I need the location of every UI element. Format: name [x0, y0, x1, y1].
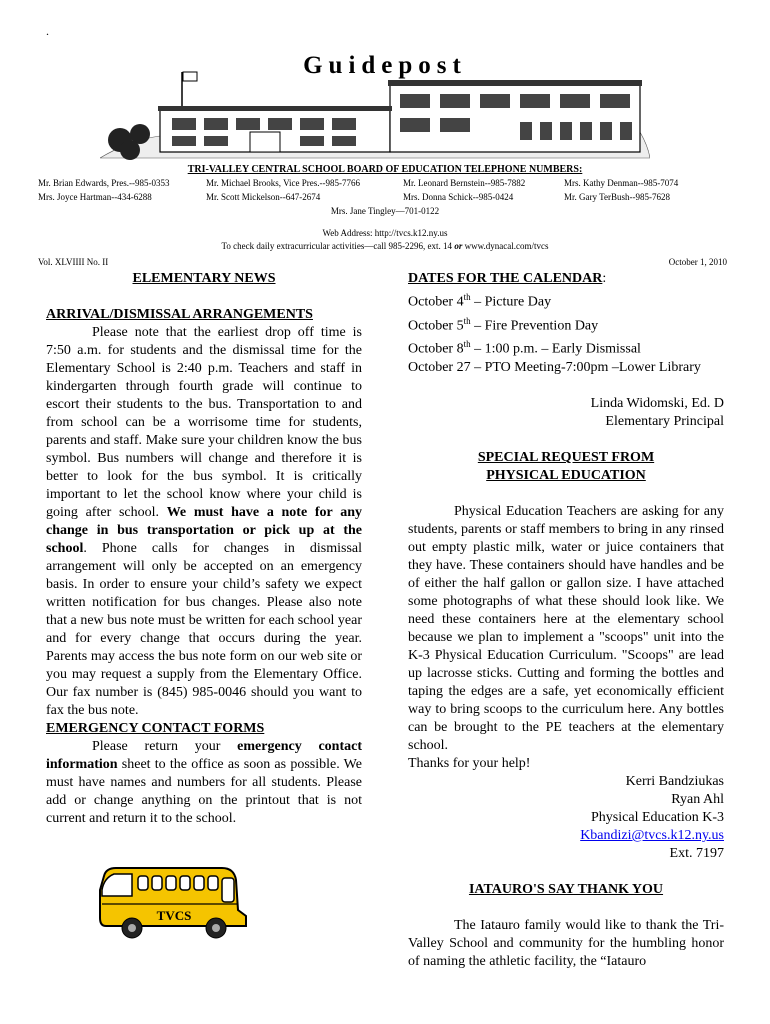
bus-label: TVCS: [156, 908, 192, 923]
emergency-bold: emergency contact information: [46, 739, 362, 772]
board-member: Mr. Michael Brooks, Vice Pres.--985-7766: [206, 178, 361, 188]
arrival-text-2: . Phone calls for changes in dismissal arrangement will only be accepted on an emergency basis. In order to ensure your child’s safety we expect written notification for bus changes. Please also note that a new bus note must be written for each school year and for every change that occurs during the year. Parents may access the bus note form on our web site or you may request a supply from the Elementary Office. Our fax number is (845) 985-0046 should you want to fax the bus note.: [46, 541, 362, 718]
arrival-bold-note: We must have a note for any change in bus transportation or pick up at the school: [46, 505, 362, 556]
board-member: Mr. Leonard Bernstein--985-7882: [403, 178, 526, 188]
board-member: Mr. Brian Edwards, Pres.--985-0353: [38, 178, 170, 188]
calendar-date: October 4: [408, 294, 464, 310]
pe-heading-line-1: SPECIAL REQUEST FROM: [477, 449, 655, 465]
board-member: Mrs. Donna Schick--985-0424: [403, 192, 514, 202]
board-member: Mr. Gary TerBush--985-7628: [564, 192, 670, 202]
calendar-event: – Fire Prevention Day: [470, 318, 599, 334]
issue-date: October 1, 2010: [668, 257, 727, 267]
arrival-paragraph: [46, 324, 362, 720]
emergency-text-1: Please return your: [92, 739, 238, 754]
calendar-ordinal: th: [463, 292, 471, 302]
iatauro-paragraph: The Iatauro family would like to thank the Tri-Valley School and community for the humbling honor of naming the athletic facility, the “Iatauro: [408, 917, 724, 969]
stray-mark: .: [46, 24, 49, 38]
school-bus-icon: [96, 860, 252, 942]
calendar-event: – 1:00 p.m. – Early Dismissal: [470, 341, 641, 357]
activities-url: www.dynacal.com/tvcs: [462, 241, 549, 251]
pe-signature-1: Kerri Bandziukas: [625, 773, 724, 789]
arrival-heading: ARRIVAL/DISMISSAL ARRANGEMENTS: [46, 307, 313, 322]
web-address: Web Address: http://tvcs.k12.ny.us: [322, 228, 448, 238]
pe-signature-3: Physical Education K-3: [591, 809, 724, 825]
calendar-colon: :: [602, 271, 607, 286]
calendar-item: [408, 335, 724, 359]
pe-thanks: Thanks for your help!: [408, 755, 531, 771]
activities-text: To check daily extracurricular activities—call 985-2296, ext. 14: [221, 241, 455, 251]
calendar-item: [408, 312, 724, 336]
volume-number: Vol. XLVIIII No. II: [38, 257, 109, 267]
newsletter-title: Guidepost: [303, 52, 467, 79]
calendar-item: [408, 288, 724, 312]
left-column: [46, 270, 362, 828]
pe-extension: Ext. 7197: [669, 845, 724, 861]
activities-or: or: [454, 241, 463, 251]
principal-name: Linda Widomski, Ed. D: [590, 395, 724, 411]
school-building-illustration: [100, 70, 650, 162]
pe-heading-line-2: PHYSICAL EDUCATION: [486, 467, 646, 483]
emergency-heading: EMERGENCY CONTACT FORMS: [46, 721, 265, 736]
calendar-item: October 27 – PTO Meeting-7:00pm –Lower Library: [408, 359, 701, 375]
right-column: [408, 270, 724, 971]
pe-email-link[interactable]: Kbandizi@tvcs.k12.ny.us: [580, 827, 724, 843]
calendar-heading: DATES FOR THE CALENDAR: [408, 271, 603, 286]
elementary-news-title: ELEMENTARY NEWS: [132, 271, 276, 286]
section-heading-elementary-news: [46, 270, 362, 288]
board-heading: TRI-VALLEY CENTRAL SCHOOL BOARD OF EDUCATION TELEPHONE NUMBERS:: [187, 164, 583, 175]
calendar-event: – Picture Day: [470, 294, 552, 310]
calendar-ordinal: th: [463, 315, 471, 326]
board-member: Mrs. Joyce Hartman--434-6288: [38, 192, 152, 202]
calendar-ordinal: th: [463, 339, 471, 350]
board-member: Mrs. Jane Tingley—701-0122: [330, 206, 440, 216]
calendar-date: October 8: [408, 341, 464, 357]
activities-line: [0, 241, 770, 251]
principal-title: Elementary Principal: [605, 413, 724, 429]
emergency-text-2: sheet to the office as soon as possible. We must have names and numbers for all students. Please add or change anything on the printout that is not current and return it to the school.: [46, 757, 362, 826]
board-member: Mr. Scott Mickelson--647-2674: [206, 192, 321, 202]
pe-paragraph: Physical Education Teachers are asking for any students, parents or staff members to bring in any rinsed out empty plastic milk, water or juice containers that they have. These containers should have handles and be of either the half gallon or gallon size. I have attached some photographs of what these should look like. We need these containers here at the elementary school because we plan to implement a "scoops" unit into the K-3 Physical Education Curriculum. "Scoops" are lead up lacrosse sticks. Cutting and forming the bottles and taping the edges are a safe, yet economically efficient way to bring scoops to the curriculum here. Any bottles can be brought to the PE teachers at the elementary school.: [408, 503, 724, 753]
pe-signature-2: Ryan Ahl: [671, 791, 724, 807]
pe-email-line: [408, 827, 724, 845]
calendar-date: October 5: [408, 318, 464, 334]
board-member: Mrs. Kathy Denman--985-7074: [564, 178, 679, 188]
iatauro-heading: IATAURO'S SAY THANK YOU: [468, 881, 664, 897]
emergency-paragraph: [46, 738, 362, 828]
calendar-heading-line: [408, 270, 724, 288]
arrival-text-1: Please note that the earliest drop off time is 7:50 a.m. for students and the dismissal time for the Elementary School is 2:40 p.m. Teachers and staff in kindergarten through fourth grade will continue to escort their students to the bus. Transportation to and from school can be a worrisome time for students, parents and staff. Make sure your children know the bus symbol. Bus numbers will change and therefore it is better to look for the bus symbol. It is critically important to let the school know where your child is going after school.: [46, 325, 362, 520]
